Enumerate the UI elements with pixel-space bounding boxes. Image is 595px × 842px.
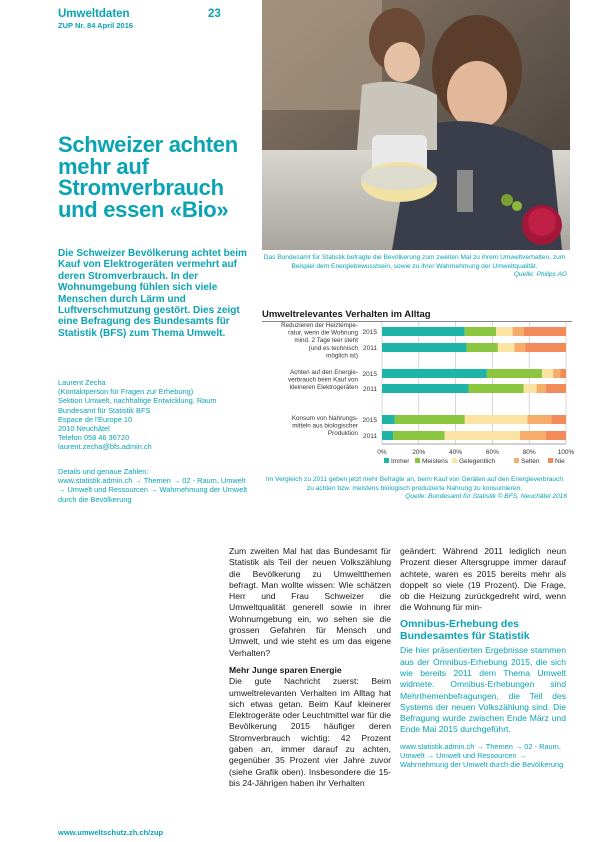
legend-swatch-nie (548, 458, 553, 463)
article-headline: Schweizer achten mehr auf Stromverbrauch und essen «Bio» (58, 132, 238, 222)
photo-caption (262, 254, 567, 280)
article-column-1 (229, 546, 391, 789)
x-tick-label: 60% (485, 449, 499, 456)
year-label: 2011 (363, 433, 377, 440)
bar-segment-selten (513, 327, 524, 336)
article-paragraph: geändert: Während 2011 lediglich neun Prozent dieser Altersgruppe immer darauf achtete, waren es 2015 bereits mehr als doppelt so viele (19 Prozent). Die Frage, ob die Heizung zurückgedreht wird, wenn die Wohnung für min- (400, 546, 566, 613)
issue-label: ZUP Nr. 84 April 2016 (58, 21, 134, 30)
bar-segment-nie (526, 343, 566, 352)
contact-line: Laurent Zecha (58, 378, 106, 387)
group-label: verbrauch beim Kauf von (287, 376, 358, 384)
group-label: mitteln aus biologischer (292, 422, 358, 430)
chart-caption (262, 476, 567, 502)
chart-source: Quelle: Bundesamt für Statistik © BFS, Neuchâtel 2016 (405, 493, 567, 501)
bar-segment-nie (546, 384, 566, 393)
group-label: Reduzieren der Heiztempe- (281, 322, 358, 329)
year-label: 2015 (362, 417, 377, 424)
bar-segment-nie (524, 327, 566, 336)
group-label: ratur, wenn die Wohnung (288, 329, 358, 337)
group-label: Konsum von Nahrungs- (291, 415, 358, 422)
details-label: Details und genaue Zahlen: (58, 467, 149, 476)
bar-segment-gelegentlich (445, 431, 520, 440)
chart-caption-text: Im Vergleich zu 2011 geben jetzt mehr Befragte an, beim Kauf von Geräten auf den Energieverbrauch zu achten bzw. meistens biologisch produzierte Nahrung zu konsumieren. (265, 476, 564, 492)
bar-segment-gelegentlich (465, 415, 528, 424)
bar-segment-immer (382, 327, 465, 336)
bar-segment-meistens (468, 384, 523, 393)
contact-block (58, 378, 248, 452)
bar-segment-meistens (395, 415, 465, 424)
article-lead: Die Schweizer Bevölkerung achtet beim Kauf von Elektrogeräten vermehrt auf deren Stromverbrauch. In der Wohnumgebung fühlen sich viele Menschen durch Lärm und Luftverschmutzung gestört. Dies zeigt eine Befragung des Bundesamts für Statistik (BFS) zum Thema Umwelt. (58, 248, 247, 339)
page-number: 23 (208, 8, 221, 20)
contact-line: (Kontaktperson für Fragen zur Erhebung) (58, 387, 194, 397)
bar-segment-meistens (393, 431, 445, 440)
year-label: 2011 (363, 386, 377, 393)
contact-line: 2010 Neuchâtel (58, 424, 110, 434)
contact-line: Bundesamt für Statistik BFS (58, 405, 151, 415)
year-label: 2011 (363, 345, 377, 352)
legend-swatch-meistens (415, 458, 420, 463)
details-block (58, 467, 248, 504)
legend-swatch-immer (384, 458, 389, 463)
bar-segment-immer (382, 415, 395, 424)
year-label: 2015 (362, 371, 377, 378)
omnibus-link[interactable]: www.statistik.admin.ch → Themen → 02 - Raum, Umwelt → Umwelt und Ressourcen → Wahrnehmung der Umwelt durch die Bevölkerung (400, 741, 564, 770)
group-label: möglich ist) (326, 352, 358, 360)
section-title: Umweltdaten (58, 8, 130, 20)
group-label: Achten auf den Energie- (290, 369, 358, 376)
bar-segment-immer (382, 343, 467, 352)
bar-segment-immer (382, 384, 468, 393)
group-label: (und es technisch (308, 344, 358, 352)
omnibus-text: Die hier präsentierten Ergebnisse stammen aus der Omnibus-Erhebung 2015, die sich wie bereits 2011 dem Thema Umwelt widmete. Omnibus-Erhebungen sind Mehrthemenbefragungen, die Teil des Systems der neuen Volkszählung sind. Die Befragung wurde zwischen Ende März und Ende Mai 2015 durchgeführt. (400, 645, 566, 735)
legend-label: Immer (391, 458, 410, 465)
x-tick-label: 100% (557, 449, 575, 456)
article-paragraph: Die gute Nachricht zuerst: Beim umweltrelevanten Verhalten im Alltag hat sich etwas getan. Beim Kauf kleinerer Elektrogeräte oder Leuchtmittel war für die Bevölkerung 2015 häufiger deren Stromverbrauch wichtig: 42 Prozent gaben an, immer darauf zu achten, gegenüber 35 Prozent vier Jahre zuvor (siehe Grafik oben). Insbesondere die 15- bis 24-Jährigen haben ihr Verhalten (229, 676, 391, 788)
bar-segment-nie (560, 369, 566, 378)
kitchen-photo (262, 0, 570, 250)
chart-title: Umweltrelevantes Verhalten im Alltag (262, 309, 431, 320)
legend-label: Meistens (422, 458, 449, 465)
group-label: kleineren Elektrogeräten (289, 384, 358, 392)
article-column-2 (400, 546, 566, 769)
legend-label: Selten (521, 458, 540, 465)
legend-label: Nie (555, 458, 565, 465)
bar-segment-meistens (487, 369, 542, 378)
photo-caption-text: Das Bundesamt für Statistik befragte die Bevölkerung zum zweiten Mal zu ihrem Umweltverhalten, zum Beispiel dem Energiebewusstsein, sowie zu ihrer Wahrnehmung der Umweltqualität. (263, 254, 566, 270)
bar-segment-meistens (467, 343, 498, 352)
bar-segment-gelegentlich (524, 384, 537, 393)
bar-segment-selten (553, 369, 560, 378)
kitchen-photo-illustration (262, 0, 570, 250)
group-label: Produktion (327, 430, 358, 438)
legend-swatch-selten (514, 458, 519, 463)
photo-source: Quelle: Philips AG (513, 271, 567, 279)
bar-segment-selten (514, 343, 525, 352)
contact-line: Telefon 058 46 36720 (58, 433, 130, 443)
bar-segment-gelegentlich (498, 343, 515, 352)
x-tick-label: 40% (449, 449, 463, 456)
bar-segment-selten (520, 431, 546, 440)
bar-segment-immer (382, 369, 487, 378)
contact-line: Sektion Umwelt, nachhaltige Entwicklung, Raum (58, 396, 217, 406)
bar-segment-nie (551, 415, 566, 424)
omnibus-headline: Omnibus-Erhebung des Bundesamtes für Statistik (400, 617, 530, 642)
article-subhead: Mehr Junge sparen Energie (229, 664, 342, 675)
bar-segment-gelegentlich (542, 369, 553, 378)
contact-line: Espace de l'Europe 10 (58, 414, 133, 424)
article-paragraph: Zum zweiten Mal hat das Bundesamt für Statistik als Teil der neuen Volkszählung die Bevölkerung zu Umweltthemen befragt. Man wollte wissen: Wie schätzen Herr und Frau Schweizer die Umweltqualität generell sowie in ihrer Wohnumgebung ein, wo sehen sie die grossen Gefahren für Mensch und Umwelt, und wie steht es um das eigene Verhalten? (229, 546, 391, 658)
contact-email-link[interactable]: laurent.zecha@bfs.admin.ch (58, 442, 152, 452)
behavior-stacked-bar-chart (262, 318, 575, 478)
bar-segment-meistens (465, 327, 496, 336)
x-tick-label: 0% (377, 449, 387, 456)
bar-segment-immer (382, 431, 393, 440)
x-tick-label: 20% (412, 449, 426, 456)
legend-swatch-gelegentlich (452, 458, 457, 463)
group-label: mind. 2 Tage leer steht (294, 337, 358, 345)
footer-url[interactable]: www.umweltschutz.zh.ch/zup (58, 828, 164, 837)
bar-segment-selten (527, 415, 551, 424)
details-link[interactable]: www.statistik.admin.ch → Themen → 02 - Raum, Umwelt → Umwelt und Ressourcen → Wahrnehmung der Umwelt durch die Bevölkerung (58, 476, 248, 504)
legend-label: Gelegentlich (459, 458, 496, 465)
bar-segment-selten (537, 384, 546, 393)
x-tick-label: 80% (522, 449, 536, 456)
year-label: 2015 (362, 329, 377, 336)
bar-segment-gelegentlich (496, 327, 513, 336)
bar-segment-nie (546, 431, 566, 440)
